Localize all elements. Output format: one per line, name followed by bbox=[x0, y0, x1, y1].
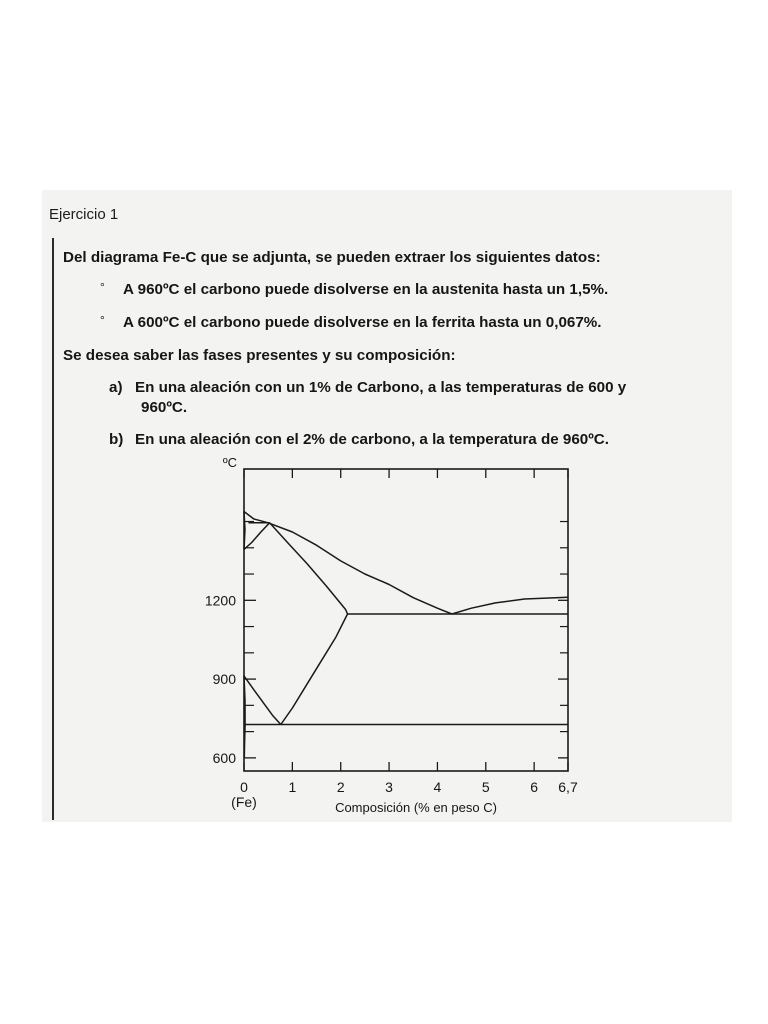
phase-line-liquidus bbox=[244, 512, 568, 615]
y-tick-label: 600 bbox=[212, 749, 236, 766]
y-tick-label: 1200 bbox=[204, 592, 236, 609]
bullet-marker: ° bbox=[100, 280, 105, 294]
phase-line-solidus bbox=[270, 523, 348, 614]
phase-line-a3 bbox=[244, 676, 281, 725]
phase-line-solvus-ferrite bbox=[244, 725, 245, 758]
y-axis-unit-label: ºC bbox=[222, 455, 238, 470]
x-tick-label: 6 bbox=[530, 779, 539, 795]
x-tick-label: 5 bbox=[481, 779, 490, 795]
x-tick-label: 1 bbox=[288, 779, 297, 795]
bullet-marker: ° bbox=[100, 313, 105, 327]
part-a-text: En una aleación con un 1% de Carbono, a las temperaturas de 600 y bbox=[135, 379, 627, 396]
y-tick-label: 900 bbox=[212, 671, 236, 688]
x-tick-label: 3 bbox=[385, 779, 393, 795]
bullet-text-1: A 960ºC el carbono puede disolverse en la austenita hasta un 1,5%. bbox=[123, 281, 609, 298]
x-origin-label: (Fe) bbox=[231, 794, 257, 810]
phase-line-delta-lower bbox=[244, 523, 270, 550]
intro-text: Del diagrama Fe-C que se adjunta, se pueden extraer los siguientes datos: bbox=[63, 249, 601, 266]
part-b-text: En una aleación con el 2% de carbono, a la temperatura de 960ºC. bbox=[135, 431, 609, 448]
phase-line-acm bbox=[281, 614, 348, 725]
part-a-continuation: 960ºC. bbox=[141, 399, 188, 416]
x-tick-label: 4 bbox=[433, 779, 442, 795]
x-tick-label: 6,7 bbox=[558, 779, 578, 795]
part-b-label: b) bbox=[109, 431, 124, 448]
plot-frame bbox=[244, 469, 568, 771]
x-tick-label: 2 bbox=[336, 779, 345, 795]
bullet-text-2: A 600ºC el carbono puede disolverse en la ferrita hasta un 0,067%. bbox=[123, 314, 602, 331]
part-a-label: a) bbox=[109, 379, 123, 396]
question-text: Se desea saber las fases presentes y su composición: bbox=[63, 347, 456, 364]
x-axis-label: Composición (% en peso C) bbox=[335, 800, 497, 815]
exercise-title: Ejercicio 1 bbox=[49, 206, 119, 223]
x-tick-label: 0 bbox=[240, 779, 248, 795]
